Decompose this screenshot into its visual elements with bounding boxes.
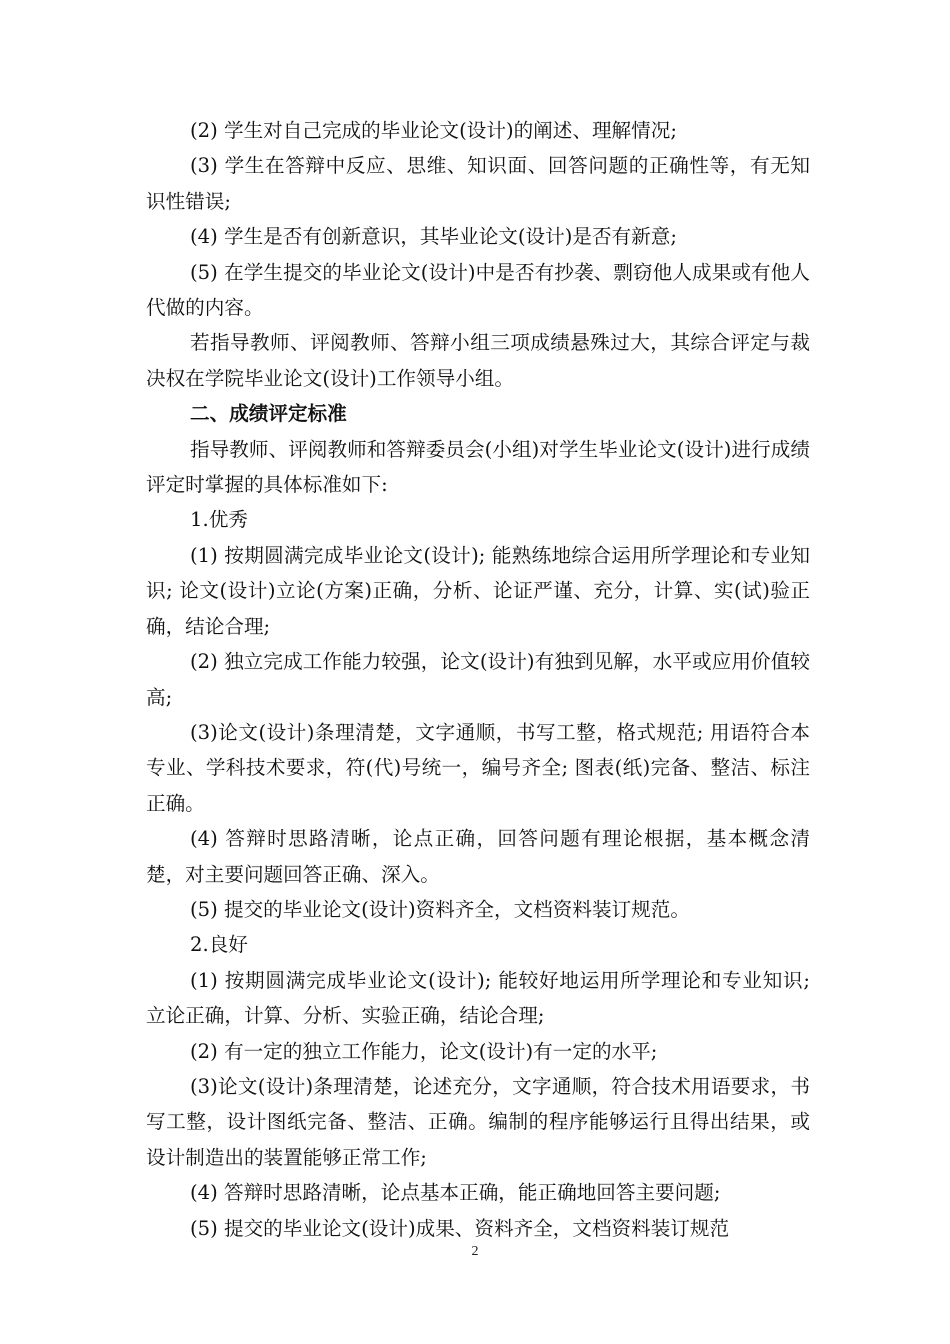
- list-item: (5) 在学生提交的毕业论文(设计)中是否有抄袭、剽窃他人成果或有他人代做的内容。: [146, 260, 810, 320]
- list-item: (2) 有一定的独立工作能力，论文(设计)有一定的水平;: [190, 1039, 658, 1063]
- document-body: [146, 113, 810, 1246]
- list-item: (4) 答辩时思路清晰，论点正确，回答问题有理论根据，基本概念清楚，对主要问题回答正确、深入。: [146, 827, 810, 886]
- page-number: 2: [471, 1244, 479, 1259]
- subsection-heading: 2.良好: [190, 933, 248, 957]
- list-item: (3)论文(设计)条理清楚，文字通顺，书写工整，格式规范; 用语符合本专业、学科技术要求，符(代)号统一，编号齐全; 图表(纸)完备、整洁、标注正确。: [146, 720, 810, 815]
- body-paragraph: 若指导教师、评阅教师、答辩小组三项成绩悬殊过大，其综合评定与裁决权在学院毕业论文(设计)工作领导小组。: [146, 331, 810, 390]
- list-item: (1) 按期圆满完成毕业论文(设计); 能熟练地综合运用所学理论和专业知识; 论文(设计)立论(方案)正确，分析、论证严谨、充分，计算、实(试)验正确，结论合理;: [146, 543, 810, 638]
- list-item: (5) 提交的毕业论文(设计)资料齐全，文档资料装订规范。: [190, 897, 690, 921]
- section-heading: 二、成绩评定标准: [190, 402, 347, 426]
- list-item: (2) 独立完成工作能力较强，论文(设计)有独到见解，水平或应用价值较高;: [146, 650, 810, 709]
- list-item: (5) 提交的毕业论文(设计)成果、资料齐全，文档资料装订规范: [190, 1216, 730, 1240]
- list-item: (3)论文(设计)条理清楚，论述充分，文字通顺，符合技术用语要求，书写工整，设计图纸完备、整洁、正确。编制的程序能够运行且得出结果，或设计制造出的装置能够正常工作;: [146, 1074, 810, 1169]
- body-paragraph: 指导教师、评阅教师和答辩委员会(小组)对学生毕业论文(设计)进行成绩评定时掌握的具体标准如下:: [146, 437, 810, 497]
- list-item: (1) 按期圆满完成毕业论文(设计); 能较好地运用所学理论和专业知识; 立论正确，计算、分析、实验正确，结论合理;: [146, 968, 810, 1028]
- subsection-heading: 1.优秀: [190, 508, 248, 532]
- list-item: (4) 答辩时思路清晰，论点基本正确，能正确地回答主要问题;: [190, 1181, 721, 1205]
- list-item: (4) 学生是否有创新意识，其毕业论文(设计)是否有新意;: [190, 225, 677, 249]
- list-item: (2) 学生对自己完成的毕业论文(设计)的阐述、理解情况;: [190, 119, 677, 142]
- list-item: (3) 学生在答辩中反应、思维、知识面、回答问题的正确性等，有无知识性错误;: [146, 154, 810, 213]
